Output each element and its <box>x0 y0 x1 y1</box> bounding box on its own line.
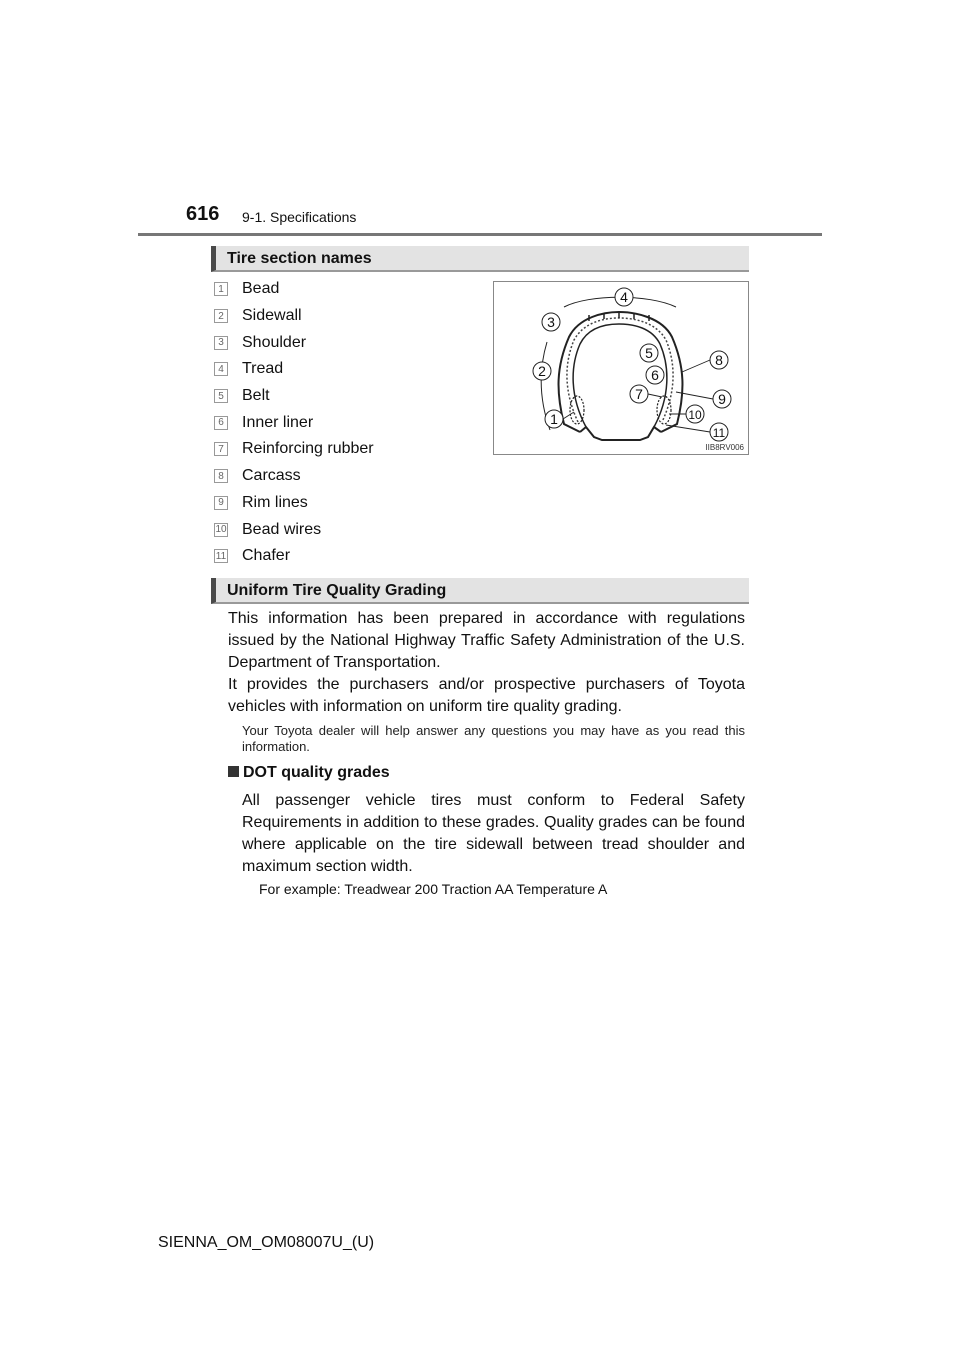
item-number: 3 <box>214 336 228 350</box>
list-item <box>214 490 374 517</box>
list-item <box>214 436 374 463</box>
list-item <box>214 409 374 436</box>
figure-code: IIB8RV006 <box>705 443 744 452</box>
item-number: 6 <box>214 416 228 430</box>
svg-text:5: 5 <box>645 345 653 361</box>
item-label: Chafer <box>242 547 291 565</box>
rim <box>580 427 661 440</box>
header-divider <box>138 233 822 236</box>
item-number: 9 <box>214 496 228 510</box>
svg-text:7: 7 <box>635 386 643 402</box>
tire-diagram <box>494 282 748 454</box>
svg-text:4: 4 <box>620 289 628 305</box>
list-item <box>214 543 374 570</box>
item-number: 11 <box>215 550 227 562</box>
dot-grades-heading <box>228 764 390 782</box>
svg-text:10: 10 <box>688 408 702 422</box>
item-number: 4 <box>214 362 228 376</box>
item-number: 10 <box>215 524 227 536</box>
list-item <box>214 329 374 356</box>
section-title: 9-1. Specifications <box>242 209 357 225</box>
list-item <box>214 463 374 490</box>
svg-text:6: 6 <box>651 367 659 383</box>
bullet-square-icon <box>228 766 239 777</box>
list-item <box>214 356 374 383</box>
list-item <box>214 516 374 543</box>
item-label: Reinforcing rubber <box>242 440 374 458</box>
item-label: Tread <box>242 360 284 378</box>
item-label: Carcass <box>242 467 301 485</box>
item-number: 2 <box>214 309 228 323</box>
item-label: Belt <box>242 387 270 405</box>
list-item <box>214 303 374 330</box>
item-label: Bead wires <box>242 520 322 538</box>
svg-text:2: 2 <box>538 363 546 379</box>
grade-example: For example: Treadwear 200 Traction AA Temperature A <box>259 881 608 897</box>
svg-text:11: 11 <box>712 426 726 440</box>
page-number: 616 <box>186 203 220 225</box>
item-label: Rim lines <box>242 493 308 511</box>
dealer-note: Your Toyota dealer will help answer any questions you may have as you read this information. <box>242 723 745 754</box>
item-label: Shoulder <box>242 333 307 351</box>
svg-text:9: 9 <box>718 391 726 407</box>
item-number: 1 <box>214 282 228 296</box>
dot-grades-label: DOT quality grades <box>243 764 390 781</box>
utqg-heading: Uniform Tire Quality Grading <box>211 578 749 604</box>
tread-blocks <box>589 312 649 321</box>
item-number: 8 <box>214 469 228 483</box>
item-number: 7 <box>214 442 228 456</box>
document-id: SIENNA_OM_OM08007U_(U) <box>158 1234 375 1251</box>
item-label: Sidewall <box>242 307 302 325</box>
svg-text:3: 3 <box>547 314 555 330</box>
list-item <box>214 276 374 303</box>
item-number: 5 <box>214 389 228 403</box>
item-label: Bead <box>242 280 280 298</box>
tire-cross-section-figure <box>493 281 749 455</box>
tire-section-heading: Tire section names <box>211 246 749 272</box>
tire-parts-list <box>214 276 374 570</box>
svg-text:1: 1 <box>550 411 558 427</box>
dot-paragraph: All passenger vehicle tires must conform to Federal Safety Requirements in addition to these grades. Quality grades can be found where applicable on the tire sidewall between tread shoulder and maximum section width. <box>242 792 745 875</box>
utqg-paragraph-1: This information has been prepared in accordance with regulations issued by the National Highway Traffic Safety Administration of the U.S. Department of Transportation. <box>228 610 745 671</box>
item-label: Inner liner <box>242 413 314 431</box>
list-item <box>214 383 374 410</box>
utqg-paragraph-2: It provides the purchasers and/or prospective purchasers of Toyota vehicles with information on uniform tire quality grading. <box>228 676 745 715</box>
svg-text:8: 8 <box>715 352 723 368</box>
